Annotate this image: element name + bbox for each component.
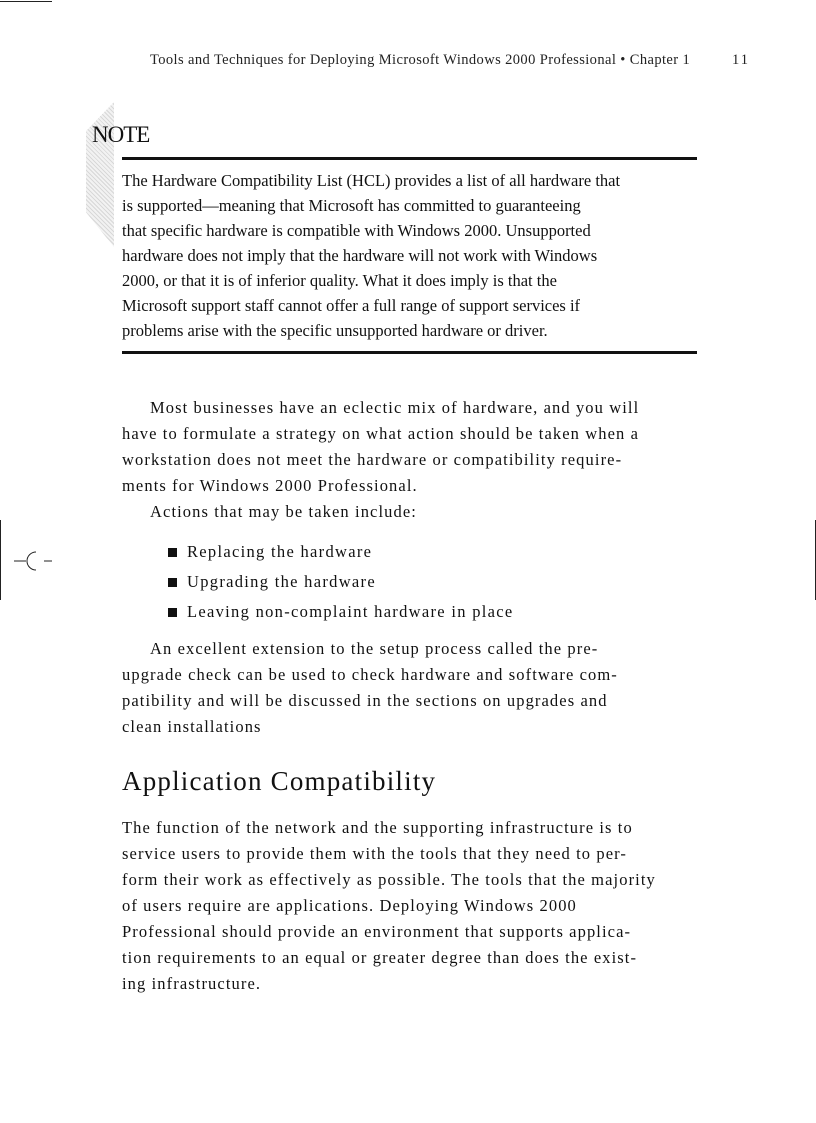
running-header [150, 52, 750, 69]
note-top-rule [122, 157, 697, 160]
list-item [168, 597, 514, 627]
note-line: problems arise with the specific unsupported hardware or driver. [122, 321, 548, 340]
actions-list [168, 537, 514, 627]
paragraph-line: form their work as effectively as possible. The tools that the majority [122, 870, 656, 889]
registration-mark-icon [14, 546, 54, 576]
note-line: hardware does not imply that the hardware will not work with Windows [122, 246, 598, 265]
left-crop-mark [0, 520, 1, 600]
paragraph-line: workstation does not meet the hardware or compatibility require- [122, 450, 623, 469]
list-item [168, 567, 514, 597]
paragraph-line: Most businesses have an eclectic mix of hardware, and you will [150, 398, 640, 417]
list-item-text: Upgrading the hardware [187, 572, 376, 591]
list-item-text: Replacing the hardware [187, 542, 373, 561]
paragraph-line: patibility and will be discussed in the sections on upgrades and [122, 691, 608, 710]
list-item [168, 537, 514, 567]
note-line: Microsoft support staff cannot offer a full range of support services if [122, 296, 581, 315]
paragraph-line: ments for Windows 2000 Professional. [122, 476, 418, 495]
paragraph-line: have to formulate a strategy on what action should be taken when a [122, 424, 640, 443]
note-line: 2000, or that it is of inferior quality. What it does imply is that the [122, 271, 557, 290]
section-heading: Application Compatibility [122, 766, 437, 796]
running-title: Tools and Techniques for Deploying Microsoft Windows 2000 Professional • Chapter 1 [150, 52, 691, 68]
note-bottom-rule [122, 351, 697, 354]
paragraph-line: clean installations [122, 717, 262, 736]
note-body [122, 168, 702, 343]
note-line: is supported—meaning that Microsoft has committed to guaranteeing [122, 196, 581, 215]
page-number: 11 [732, 52, 750, 68]
paragraph-hardware-mix [122, 395, 707, 525]
paragraph-line: Actions that may be taken include: [150, 502, 417, 521]
paragraph-line: ing infrastructure. [122, 974, 262, 993]
paragraph-line: of users require are applications. Deploying Windows 2000 [122, 896, 577, 915]
paragraph-line: service users to provide them with the tools that they need to per- [122, 844, 628, 863]
paragraph-line: The function of the network and the supporting infrastructure is to [122, 818, 633, 837]
square-bullet-icon [168, 548, 177, 557]
top-crop-rule [0, 1, 52, 2]
list-item-text: Leaving non-complaint hardware in place [187, 602, 514, 621]
square-bullet-icon [168, 608, 177, 617]
paragraph-line: upgrade check can be used to check hardware and software com- [122, 665, 618, 684]
paragraph-line: An excellent extension to the setup process called the pre- [150, 639, 599, 658]
note-line: that specific hardware is compatible with Windows 2000. Unsupported [122, 221, 591, 240]
note-line: The Hardware Compatibility List (HCL) provides a list of all hardware that [122, 171, 621, 190]
paragraph-line: Professional should provide an environment that supports applica- [122, 922, 632, 941]
note-title: NOTE [92, 122, 150, 147]
square-bullet-icon [168, 578, 177, 587]
paragraph-line: tion requirements to an equal or greater degree than does the exist- [122, 948, 638, 967]
paragraph-application-compatibility [122, 815, 707, 997]
paragraph-preupgrade-check [122, 636, 707, 740]
